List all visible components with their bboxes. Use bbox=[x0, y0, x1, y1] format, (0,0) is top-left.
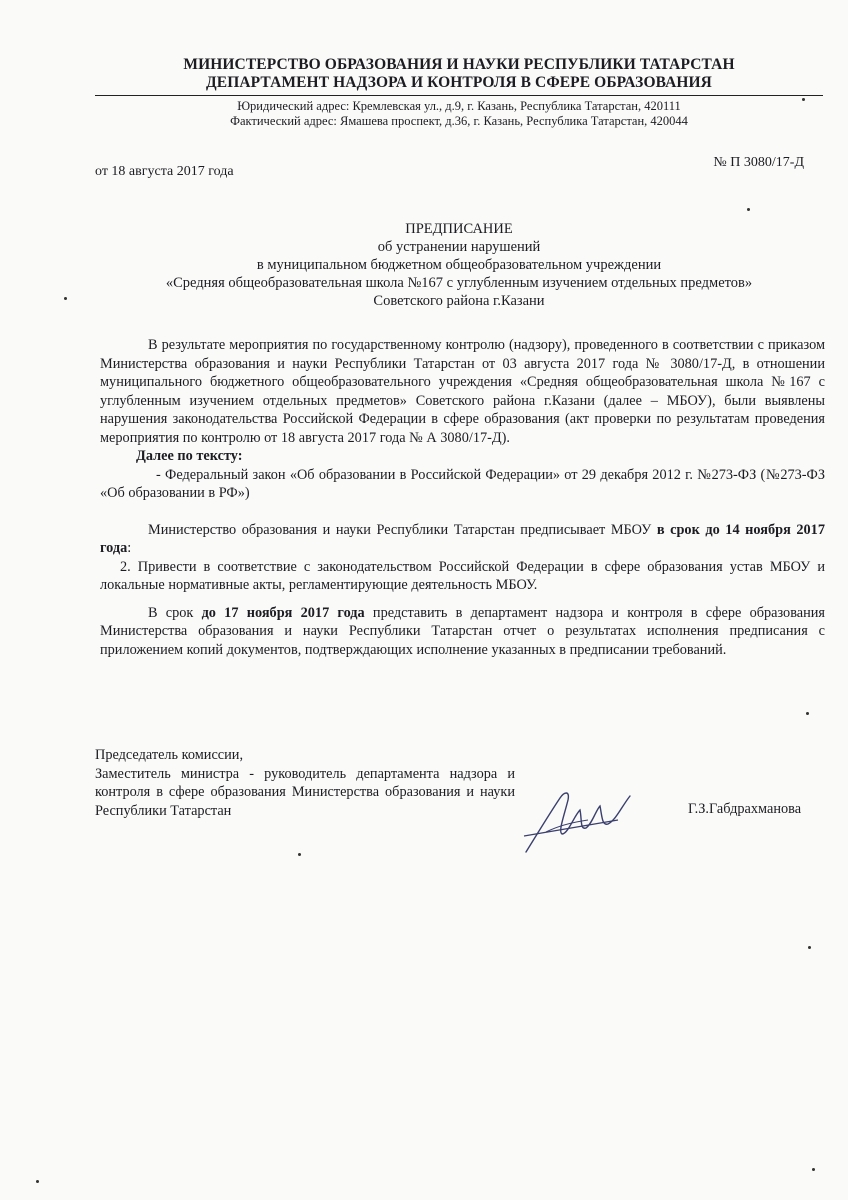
ministry-name: МИНИСТЕРСТВО ОБРАЗОВАНИЯ И НАУКИ РЕСПУБЛИКИ ТАТАРСТАН bbox=[183, 56, 735, 73]
title-heading: ПРЕДПИСАНИЕ bbox=[405, 221, 513, 237]
address-block bbox=[95, 99, 823, 129]
report-deadline: до 17 ноября 2017 года bbox=[201, 604, 365, 621]
paragraph-item-2: 2. Привести в соответствие с законодательством Российской Федерации в сфере образования устав МБОУ и локальные нормативные акты, регламентирующие деятельность МБОУ. bbox=[100, 558, 825, 593]
document-body bbox=[100, 336, 825, 659]
order-colon: : bbox=[127, 540, 132, 556]
scan-speck bbox=[64, 297, 67, 300]
document-number: № П 3080/17-Д bbox=[713, 155, 804, 170]
department-name: ДЕПАРТАМЕНТ НАДЗОРА И КОНТРОЛЯ В СФЕРЕ ОБРАЗОВАНИЯ bbox=[206, 74, 712, 91]
scan-speck bbox=[806, 712, 809, 715]
scan-speck bbox=[36, 1180, 39, 1183]
document-title bbox=[95, 220, 823, 310]
scan-speck bbox=[802, 98, 805, 101]
signatory-role-chair: Председатель комиссии, bbox=[95, 747, 244, 763]
paragraph-report bbox=[100, 604, 825, 660]
signatory-role-deputy: Заместитель министра - руководитель департамента надзора и контроля в сфере образования Министерства образования и науки Республики Татарстан bbox=[95, 765, 515, 819]
paragraph-order bbox=[100, 521, 825, 558]
legal-address: Юридический адрес: Кремлевская ул., д.9, г. Казань, Республика Татарстан, 420111 bbox=[237, 99, 681, 113]
title-district: Советского района г.Казани bbox=[373, 293, 545, 309]
title-institution-name: «Средняя общеобразовательная школа №167 с углубленным изучением отдельных предметов» bbox=[165, 275, 753, 291]
order-deadline: в срок до 14 ноября 2017 года bbox=[100, 521, 825, 556]
title-subject: об устранении нарушений bbox=[377, 239, 541, 255]
signatory-block bbox=[95, 746, 515, 820]
signatory-name: Г.З.Габдрахманова bbox=[688, 801, 802, 817]
letterhead-divider bbox=[95, 95, 823, 96]
paragraph-findings: В результате мероприятия по государственному контролю (надзору), проведенного в соответствии с приказом Министерства образования и науки Республики Татарстан от 03 августа 2017 года № 3080/17-Д, в отношении муниципального бюджетного общеобразовательного учреждения «Средняя общеобразовательная школа №167 с углубленным изучением отдельных предметов» Советского района г.Казани (далее – МБОУ), были выявлены нарушения законодательства Российской Федерации в сфере образования (акт проверки по результатам проведения мероприятия по контролю от 18 августа 2017 года № А 3080/17-Д). bbox=[100, 337, 825, 446]
handwritten-signature bbox=[518, 776, 638, 856]
scan-speck bbox=[808, 946, 811, 949]
paragraph-subhead: Далее по тексту: bbox=[136, 448, 243, 464]
order-text: Министерство образования и науки Республики Татарстан предписывает МБОУ bbox=[148, 521, 657, 538]
document-date: от 18 августа 2017 года bbox=[95, 164, 234, 179]
scan-speck bbox=[747, 208, 750, 211]
scan-speck bbox=[812, 1168, 815, 1171]
paragraph-law: - Федеральный закон «Об образовании в Российской Федерации» от 29 декабря 2012 г. №273-ФЗ (№273-ФЗ «Об образовании в РФ») bbox=[100, 466, 825, 501]
scan-speck bbox=[298, 853, 301, 856]
report-text: представить в департамент надзора и контроля в сфере образования Министерства образования и науки Республики Татарстан отчет о результатах исполнения предписания с приложением копий документов, подтверждающих исполнение указанных в предписании требований. bbox=[100, 604, 825, 658]
title-institution-type: в муниципальном бюджетном общеобразовательном учреждении bbox=[256, 257, 662, 273]
letterhead bbox=[95, 56, 823, 92]
report-start: В срок bbox=[148, 604, 202, 621]
actual-address: Фактический адрес: Ямашева проспект, д.36, г. Казань, Республика Татарстан, 420044 bbox=[230, 114, 688, 128]
